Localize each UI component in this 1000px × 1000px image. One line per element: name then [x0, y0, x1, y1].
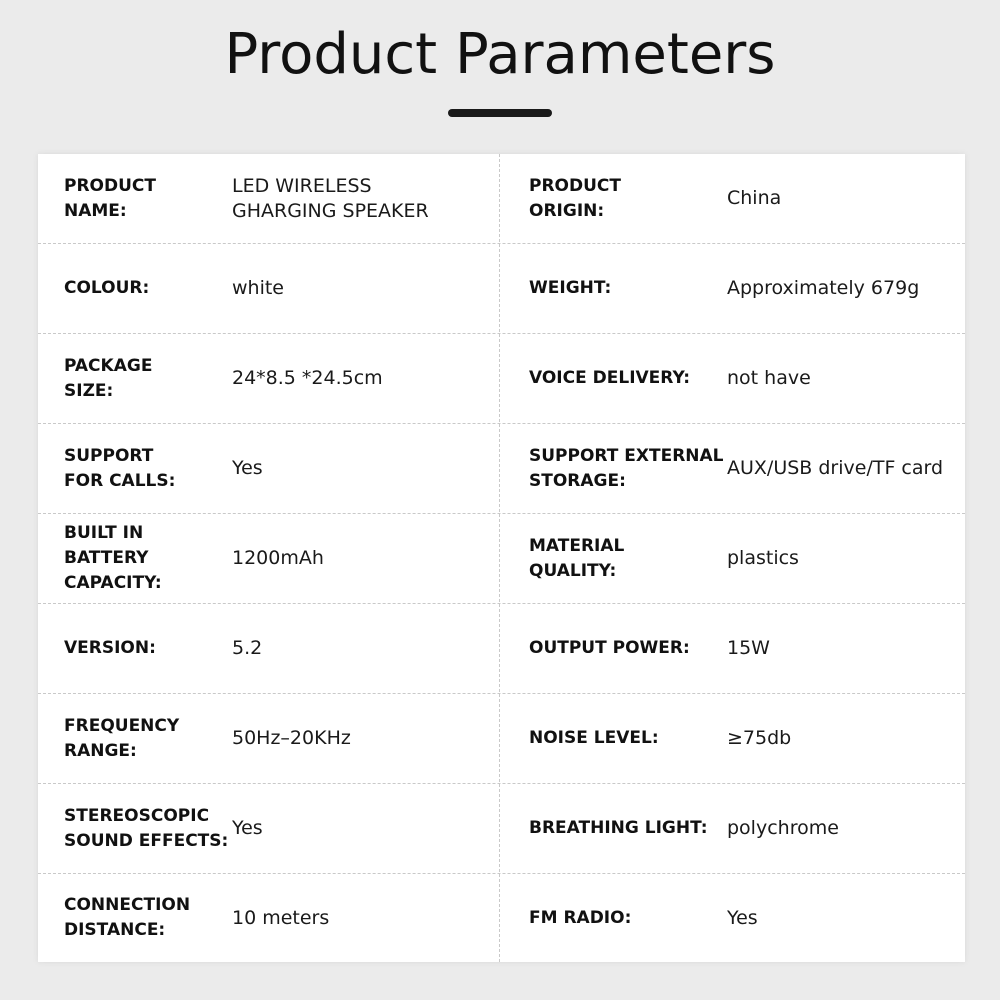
- param-label: FREQUENCY RANGE:: [64, 715, 180, 761]
- param-label: STEREOSCOPIC SOUND EFFECTS:: [64, 805, 229, 851]
- table-row: [38, 784, 965, 874]
- param-label: VOICE DELIVERY:: [529, 368, 691, 388]
- table-row: [38, 154, 965, 244]
- param-value: Yes: [727, 906, 758, 929]
- parameters-table: [38, 154, 965, 962]
- param-label: COLOUR:: [64, 278, 150, 298]
- param-value: AUX/USB drive/TF card: [727, 457, 944, 479]
- param-label: VERSION:: [64, 638, 156, 658]
- page-title: Product Parameters: [224, 22, 776, 87]
- param-value: China: [727, 187, 782, 209]
- param-value: plastics: [727, 547, 799, 569]
- param-value: Yes: [232, 457, 263, 479]
- param-label: CONNECTION DISTANCE:: [64, 895, 191, 940]
- param-label: PRODUCT NAME:: [64, 175, 156, 221]
- table-row: [38, 874, 965, 962]
- param-label: PRODUCT ORIGIN:: [529, 175, 621, 221]
- table-row: [38, 694, 965, 784]
- param-value: 15W: [727, 637, 770, 659]
- param-value: LED WIRELESS GHARGING SPEAKER: [232, 174, 429, 222]
- param-label: BREATHING LIGHT:: [529, 818, 708, 838]
- table-row: [38, 514, 965, 604]
- param-value: polychrome: [727, 817, 839, 839]
- param-value: Yes: [232, 817, 263, 839]
- param-label: PACKAGE SIZE:: [64, 355, 153, 401]
- param-value: white: [232, 277, 284, 299]
- param-value: 24*8.5 *24.5cm: [232, 367, 383, 389]
- param-label: BUILT IN BATTERY CAPACITY:: [64, 523, 162, 593]
- param-value: not have: [727, 367, 811, 389]
- param-value: 5.2: [232, 637, 263, 659]
- param-value: ≥75db: [727, 727, 792, 749]
- param-label: OUTPUT POWER:: [529, 638, 690, 658]
- param-label: MATERIAL QUALITY:: [529, 535, 625, 581]
- param-label: WEIGHT:: [529, 278, 612, 298]
- param-value: 1200mAh: [232, 547, 324, 569]
- table-row: [38, 334, 965, 424]
- param-value: Approximately 679g: [727, 277, 920, 299]
- table-row: [38, 244, 965, 334]
- param-label: SUPPORT EXTERNAL STORAGE:: [529, 445, 724, 491]
- param-value: 50Hz–20KHz: [232, 727, 351, 749]
- param-value: 10 meters: [232, 906, 330, 929]
- param-label: SUPPORT FOR CALLS:: [64, 445, 176, 491]
- table-row: [38, 604, 965, 694]
- param-label: NOISE LEVEL:: [529, 728, 659, 748]
- title-underline: [448, 109, 552, 117]
- param-label: FM RADIO:: [529, 907, 632, 928]
- table-row: [38, 424, 965, 514]
